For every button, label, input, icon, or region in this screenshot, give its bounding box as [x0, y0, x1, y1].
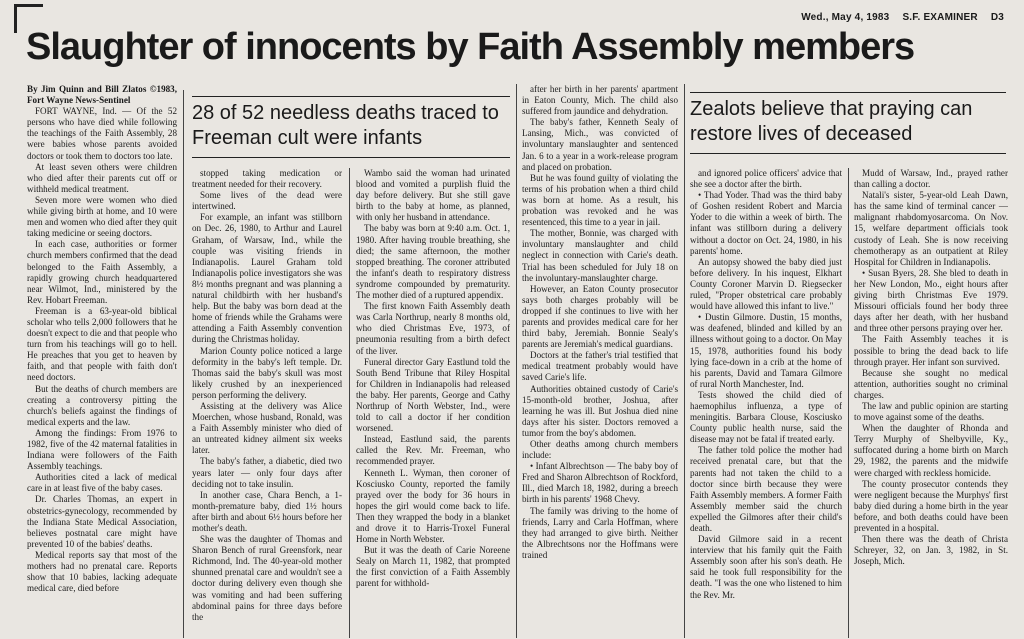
article-paragraph: In another case, Chara Bench, a 1-month-premature baby, died 1½ hours after birth and about 6½ hours before her mother's death.: [192, 489, 342, 533]
article-paragraph: Mudd of Warsaw, Ind., prayed rather than calling a doctor.: [854, 168, 1008, 190]
article-paragraph: Dr. Charles Thomas, an expert in obstetrics-gynecology, recommended by the Indiana State Medical Association, believes postnatal care might have prevented 10 of the babies' deaths.: [27, 494, 177, 549]
article-paragraph: Among the findings: From 1976 to 1982, five of the 42 maternal fatalities in Indiana were followers of the Faith Assembly teachings.: [27, 427, 177, 472]
article-paragraph: The baby's father, Kenneth Sealy of Lansing, Mich., was convicted of involuntary manslaughter and sentenced Jan. 6 to a year in a work-release program and placed on probation.: [522, 117, 678, 172]
article-paragraph: An autopsy showed the baby died just before delivery. In his inquest, Elkhart County Coroner Marvin D. Riegsecker ruled, "Proper obstetrical care probably would have allowed this infant to live.": [690, 256, 842, 312]
column-rule: [516, 84, 517, 638]
article-paragraph: Authorities cited a lack of medical care in at least five of the baby cases.: [27, 472, 177, 494]
article-paragraph: But he was found guilty of violating the terms of his probation when a third child was born at home. As a result, his probation was revoked and he was resentenced, this time to a year in jail.: [522, 172, 678, 228]
column-rule: [684, 84, 685, 638]
article-paragraph: Tests showed the child died of haemophilus influenza, a type of meningitis. Barbara Clouse, Kosciusko County public health nurse, said the disease may not be fatal if treated early.: [690, 389, 842, 445]
article-paragraph: When the daughter of Rhonda and Terry Murphy of Shelbyville, Ky., suffocated during a home birth on March 29, 1982, the parents and the midwife were charged with reckless homicide.: [854, 423, 1008, 478]
article-paragraph: At least seven others were children who died after their parents cut off or withheld medical treatment.: [27, 161, 177, 194]
article-column-2: [192, 168, 342, 638]
article-paragraph: • Thad Yoder. Thad was the third baby of Goshen resident Robert and Marcia Yoder to die within a week of birth. The infant was stillborn during a delivery without a doctor on Oct. 24, 1980, in his parents' home.: [690, 190, 842, 256]
column-rule: [183, 90, 184, 638]
article-paragraph: • Susan Byers, 28. She bled to death in her New London, Mo., eight hours after giving birth Christmas Eve 1979. Missouri officials found her body three days after her death, with her husband and three other persons praying over her.: [854, 267, 1008, 334]
byline: By Jim Quinn and Bill Zlatos ©1983, Fort Wayne News-Sentinel: [27, 84, 177, 106]
article-paragraph: The county prosecutor contends they were negligent because the Murphys' first baby died during a home birth in the year before, and both deaths could have been prevented in a hospital.: [854, 478, 1008, 533]
article-paragraph: The law and public opinion are starting to move against some of the deaths.: [854, 400, 1008, 423]
article-paragraph: Then there was the death of Christa Schreyer, 32, on Jan. 3, 1982, in St. Joseph, Mich.: [854, 534, 1008, 567]
column-2-body: [192, 168, 342, 623]
article-paragraph: stopped taking medication or treatment needed for their recovery.: [192, 168, 342, 190]
column-rule: [349, 168, 350, 638]
article-paragraph: Other deaths among church members include:: [522, 439, 678, 461]
article-paragraph: Instead, Eastlund said, the parents called the Rev. Mr. Freeman, who recommended prayer.: [356, 434, 510, 467]
column-1-body: [27, 106, 177, 594]
deck-left: 28 of 52 needless deaths traced to Freeman cult were infants: [192, 96, 510, 158]
article-paragraph: Kenneth L. Wyman, then coroner of Kosciusko County, reported the family prayed over the body for 36 hours in hopes the girl would come back to life. Then they wrapped the body in a blanket and drove it to Harris-Troxel Funeral Home in North Webster.: [356, 467, 510, 545]
article-paragraph: after her birth in her parents' apartment in Eaton County, Mich. The child also suffered from jaundice and dehydration.: [522, 84, 678, 117]
article-column-6: [854, 168, 1008, 638]
column-3-body: [356, 168, 510, 590]
article-paragraph: But it was the death of Carie Noreene Sealy on March 11, 1982, that prompted the first conviction of a Faith Assembly parent for withhold-: [356, 545, 510, 589]
article-paragraph: But the deaths of church members are creating a controversy pitting the church's beliefs against the findings of medical experts and the law.: [27, 383, 177, 427]
masthead-page-number: D3: [990, 12, 1004, 23]
column-4-body: [522, 84, 678, 561]
masthead: [791, 12, 1004, 23]
article-paragraph: • Infant Albrechtson — The baby boy of Fred and Sharon Albrechtson of Rockford, Ill., died March 18, 1982, during a breech birth in his parents' 1968 Chevy.: [522, 461, 678, 505]
article-paragraph: David Gilmore said in a recent interview that his family quit the Faith Assembly soon after his son's death. He said he took full responsibility for the death. "I was the one who listened to him the Rev. Mr.: [690, 534, 842, 600]
masthead-paper: S.F. EXAMINER: [902, 12, 978, 23]
article-paragraph: The baby was born at 9:40 a.m. Oct. 1, 1980. After having trouble breathing, she died; the same afternoon, the mother stopped breathing. The coroner attributed the infant's death to respiratory distress syndrome compounded by prematurity. The mother died of a ruptured appendix.: [356, 223, 510, 301]
article-paragraph: Authorities obtained custody of Carie's 15-month-old brother, Joshua, after learning he was ill. But Joshua died nine days after his sister. Doctors removed a tumor from the boy's abdomen.: [522, 383, 678, 438]
article-paragraph: Wambo said the woman had urinated blood and vomited a purplish fluid the day before delivery. But she still gave birth to the baby at home, as planned, with only her husband in attendance.: [356, 168, 510, 223]
article-paragraph: The baby's father, a diabetic, died two years later — only four days after deciding not to take insulin.: [192, 456, 342, 489]
article-paragraph: Doctors at the father's trial testified that medical treatment probably would have saved Carie's life.: [522, 350, 678, 383]
article-paragraph: Assisting at the delivery was Alice Moerchen, whose husband, Ronald, was a Faith Assembly minister who died of an untreated kidney ailment six weeks later.: [192, 400, 342, 456]
article-column-5: [690, 168, 842, 638]
deck-right: Zealots believe that praying can restore lives of deceased: [690, 92, 1006, 154]
headline: Slaughter of innocents by Faith Assembly members: [26, 26, 915, 68]
article-paragraph: Medical reports say that most of the mothers had no prenatal care. Reports show that 10 babies, lacking adequate medical care, died before: [27, 549, 177, 594]
article-paragraph: Because she sought no medical attention, authorities sought no criminal charges.: [854, 367, 1008, 400]
article-paragraph: Some lives of the dead were intertwined.: [192, 190, 342, 212]
article-paragraph: Seven more were women who died while giving birth at home, and 10 were men and women who died after they quit taking medicine or seeing doctors.: [27, 194, 177, 239]
article-paragraph: The father told police the mother had received prenatal care, but that the parents had not taken the child to a doctor since birth because they were Faith Assembly members. A former Faith Assembly member said the church expelled the Gilmores after their child's death.: [690, 445, 842, 533]
article-paragraph: Marion County police noticed a large deformity in the baby's left temple. Dr. Thomas said the baby's skull was most likely crushed by an inexperienced person performing the delivery.: [192, 345, 342, 400]
article-column-3: [356, 168, 510, 638]
column-6-body: [854, 168, 1008, 567]
article-column-4: [522, 84, 678, 637]
column-5-body: [690, 168, 842, 601]
article-paragraph: For example, an infant was stillborn on Dec. 26, 1980, to Arthur and Laurel Graham, of Warsaw, Ind., while the couple was visiting friends in Indianapolis. Laurel Graham told Indianapolis police investigators she was 8½ months pregnant and was planning a natural childbirth with her husband's help. But the baby was born dead at the home of friends while the Grahams were attending a Faith Assembly convention during the Christmas holiday.: [192, 212, 342, 345]
article-paragraph: However, an Eaton County prosecutor says both charges probably will be dropped if she continues to live with her parents and provides medical care for her third baby, Jeremiah. Bonnie Sealy's parents are Jeremiah's medical guardians.: [522, 283, 678, 350]
article-paragraph: The mother, Bonnie, was charged with involuntary manslaughter and child neglect in connection with Carie's death. Trial has been scheduled for July 18 on the involuntary-manslaughter charge.: [522, 228, 678, 283]
article-paragraph: The first known Faith Assembly death was Carla Northrup, nearly 8 months old, who died Christmas Eve, 1973, of pneumonia resulting from a birth defect of the liver.: [356, 301, 510, 356]
article-paragraph: Freeman is a 63-year-old biblical scholar who tells 2,000 followers that he doesn't expect to die and that people who turn from his teachings will go to hell. He preaches that you get to heaven by faith, and that people with faith don't need doctors.: [27, 305, 177, 383]
article-paragraph: In each case, authorities or former church members confirmed that the dead belonged to the Faith Assembly, a rapidly growing church headquartered near Wilmot, Ind., ministered by the Rev. Hobart Freeman.: [27, 239, 177, 305]
article-paragraph: The family was driving to the home of friends, Larry and Carla Hoffman, where they had arranged to give birth. Neither the Albrechtsons nor the Hoffmans were trained: [522, 505, 678, 560]
article-paragraph: • Dustin Gilmore. Dustin, 15 months, was deafened, blinded and killed by an illness without going to a doctor. On May 15, 1978, authorities found his body lying face-down in a crib at the home of his parents, David and Tamara Gilmore of rural North Manchester, Ind.: [690, 312, 842, 389]
article-paragraph: and ignored police officers' advice that she see a doctor after the birth.: [690, 168, 842, 190]
article-paragraph: She was the daughter of Thomas and Sharon Bench of rural Greensfork, near Richmond, Ind. The 40-year-old mother shunned prenatal care and wouldn't see a doctor during delivery even though she was vomiting and had been suffering abdominal pains for three days before the: [192, 534, 342, 622]
article-paragraph: Funeral director Gary Eastlund told the South Bend Tribune that Riley Hospital for Children in Indianapolis had released the baby. Her parents, George and Cathy Northrup of North Webster, Ind., were told to call a doctor if her condition worsened.: [356, 356, 510, 434]
article-paragraph: The Faith Assembly teaches it is possible to bring the dead back to life through prayer. Her infant son survived.: [854, 334, 1008, 367]
article-paragraph: Natali's sister, 5-year-old Leah Dawn, has the same kind of terminal cancer — malignant rhabdomyosarcoma. On Nov. 15, welfare department officials took custody of Leah. She is now receiving chemotherapy as an outpatient at Riley Hospital for Children in Indianapolis.: [854, 190, 1008, 267]
article-paragraph: FORT WAYNE, Ind. — Of the 52 persons who have died while following the teachings of the Faith Assembly, 28 were babies whose parents avoided doctors or took them to doctors too late.: [27, 106, 177, 161]
column-rule: [848, 168, 849, 638]
masthead-date: Wed., May 4, 1983: [801, 12, 890, 23]
article-column-1: [27, 84, 177, 637]
